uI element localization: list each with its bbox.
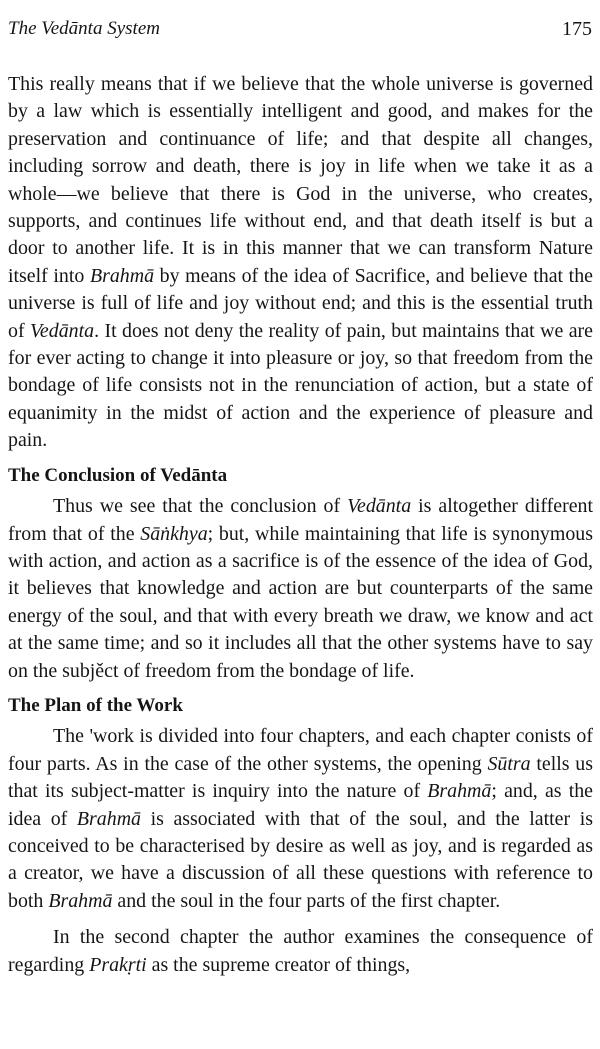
page-number: 175 [562,18,592,40]
text-run: and the soul in the four parts of the first chapter. [112,889,501,912]
text-run: . It does not deny the reality of pain, but maintains that we are for ever acting to change it into pleasure or joy, so that freedom from the bondage of life consists not in the renunciation of action, but a state of equanimity in the midst of action and the experience of pleasure and pain. [8,319,593,452]
section-heading-conclusion: The Conclusion of Vedānta [8,464,228,486]
text-run: The 'work is divided into four chapters, and each chapter conists of four parts. As in the case of the other systems, the opening [8,725,593,775]
text-run: tells us that its subject-matter is inquiry into the nature of [8,752,593,803]
text-run: Thus we see that the conclusion of [53,495,348,518]
text-run: This really means that if we believe that the whole universe is governed by a law which is essentially intelligent and good, and makes for the preservation and continuance of life; and that despite all changes, including sorrow and death, there is joy in life when we take it as a whole—we believe that there is God in the universe, who creates, supports, and continues life without end, and that death itself is but a door to another life. It is in this manner that we can transform Nature itself into [8,73,593,287]
page-body [8,71,593,979]
text-run: ; but, while maintaining that life is synonymous with action, and action as a sacrifice is of the essence of the idea of God, it believes that knowledge and action are but counterparts of the same energy of the soul, and that with every breath we draw, we know and act at the same time; and so it includes all that the other systems have to say on the subjěct of freedom from the bondage of life. [8,522,593,682]
italic-term: Brahmā [427,780,492,803]
italic-term: Vedānta [347,495,412,518]
italic-term: Prakṛti [89,953,147,976]
text-run: ; and, as the idea of [8,780,593,830]
running-title: The Vedānta System [8,18,160,39]
text-run: is altogether different from that of the [8,495,593,545]
italic-term: Brahmā [48,889,113,912]
italic-term: Sūtra [487,752,531,775]
italic-term: Sāṅkhya [140,522,208,545]
text-run: In the second chapter the author examines the consequence of regarding [8,926,593,976]
text-run: as the supreme creator of things, [146,953,411,976]
text-run: by means of the idea of Sacrifice, and believe that the universe is full of life and joy without end; and this is the essential truth of [8,264,593,342]
paragraph-vedanta-summary [8,71,593,455]
page-header [8,18,592,48]
italic-term: Vedānta [29,319,95,342]
text-run: is associated with that of the soul, and the latter is conceived to be characterised by desire as well as joy, and is regarded as a creator, we have a discussion of all these questions with reference to both [8,807,593,912]
paragraph-plan [8,723,593,915]
section-heading-plan: The Plan of the Work [8,694,183,716]
italic-term: Brahmā [89,264,155,287]
italic-term: Brahmā [76,807,141,830]
paragraph-conclusion [8,493,593,685]
paragraph-second-chapter [8,924,593,979]
